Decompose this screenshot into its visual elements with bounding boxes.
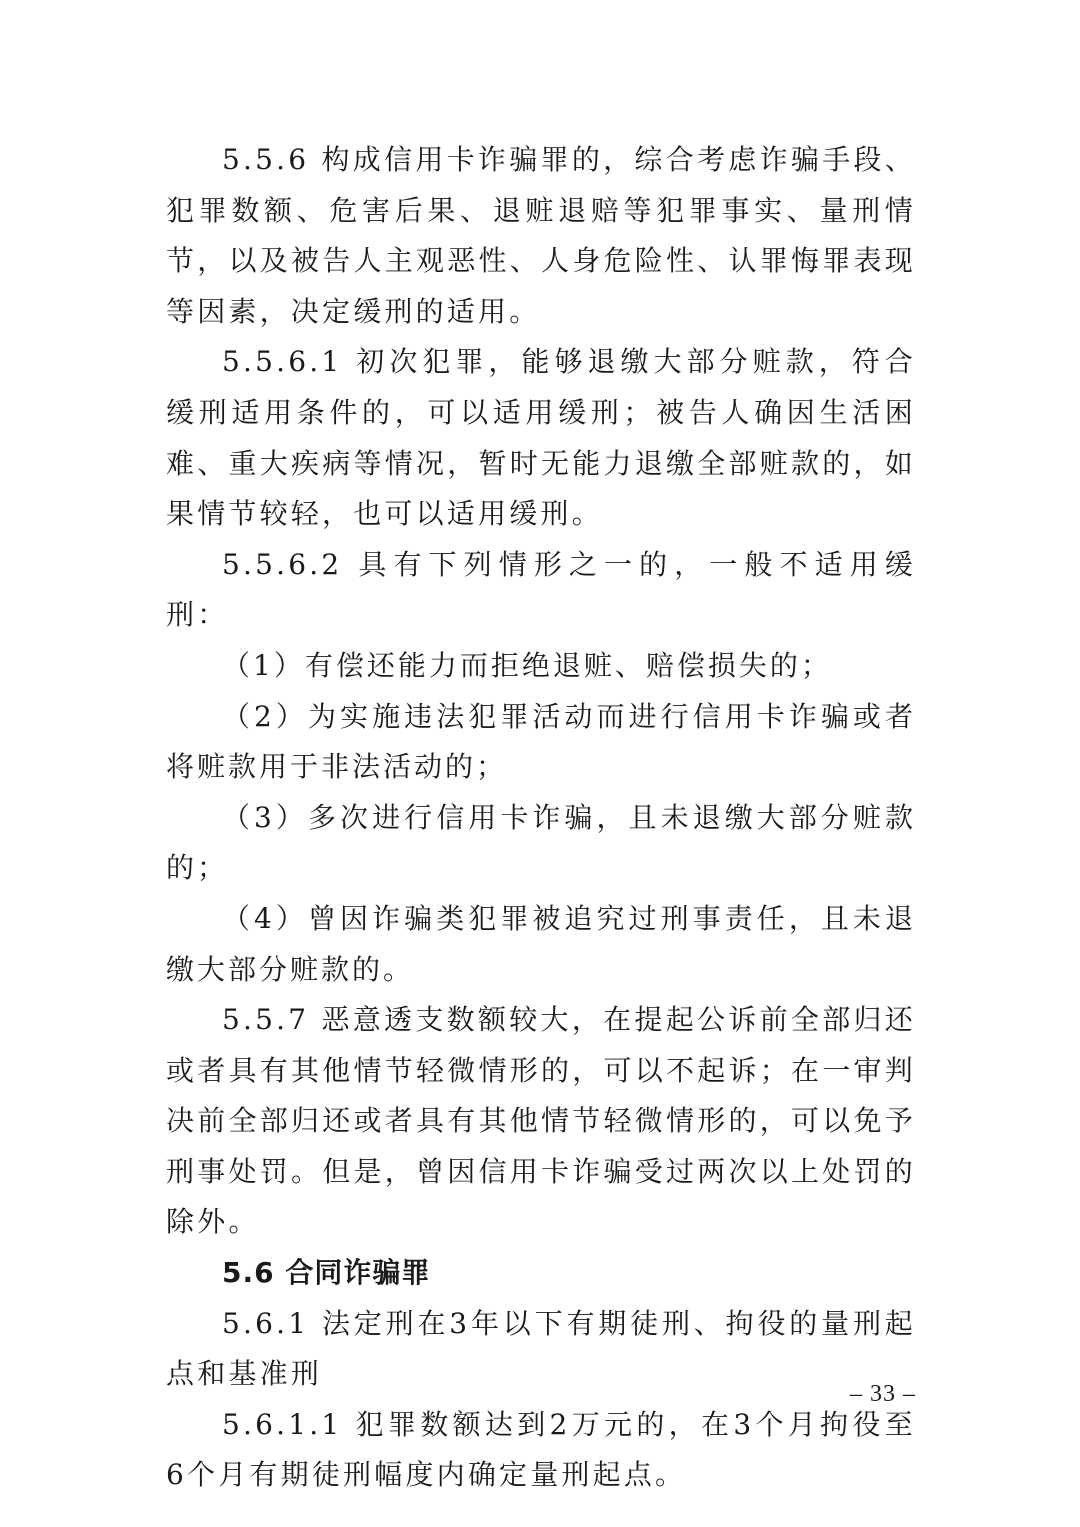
paragraph-5-5-7: 5.5.7 恶意透支数额较大，在提起公诉前全部归还或者具有其他情节轻微情形的，可以不起诉；在一审判决前全部归还或者具有其他情节轻微情形的，可以免予刑事处罚。但是，曾因信用卡诈骗受过两次以上处罚的除外。 [166, 1003, 916, 1239]
paragraph-5-6-1: 5.6.1 法定刑在3年以下有期徒刑、拘役的量刑起点和基准刑 [166, 1306, 916, 1391]
paragraph-5-5-6: 5.5.6 构成信用卡诈骗罪的，综合考虑诈骗手段、犯罪数额、危害后果、退赃退赔等犯罪事实、量刑情节，以及被告人主观恶性、人身危险性、认罪悔罪表现等因素，决定缓刑的适用。 [166, 143, 916, 328]
list-item-2: （2）为实施违法犯罪活动而进行信用卡诈骗或者将赃款用于非法活动的； [166, 699, 916, 784]
paragraph-5-5-6-1: 5.5.6.1 初次犯罪，能够退缴大部分赃款，符合缓刑适用条件的，可以适用缓刑；被告人确因生活困难、重大疾病等情况，暂时无能力退缴全部赃款的，如果情节较轻，也可以适用缓刑。 [166, 345, 916, 531]
section-heading-5-6: 5.6 合同诈骗罪 [222, 1256, 431, 1290]
list-item-1: （1）有偿还能力而拒绝退赃、赔偿损失的； [222, 648, 832, 682]
list-item-3: （3）多次进行信用卡诈骗，且未退缴大部分赃款的； [166, 800, 916, 885]
paragraph-5-6-1-1: 5.6.1.1 犯罪数额达到2万元的，在3个月拘役至6个月有期徒刑幅度内确定量刑起点。 [166, 1407, 916, 1492]
page-number: – 33 – [850, 1381, 916, 1407]
paragraph-5-5-6-2: 5.5.6.2 具有下列情形之一的，一般不适用缓刑： [166, 547, 916, 632]
list-item-4: （4）曾因诈骗类犯罪被追究过刑事责任，且未退缴大部分赃款的。 [166, 901, 916, 986]
document-body [166, 135, 916, 1501]
